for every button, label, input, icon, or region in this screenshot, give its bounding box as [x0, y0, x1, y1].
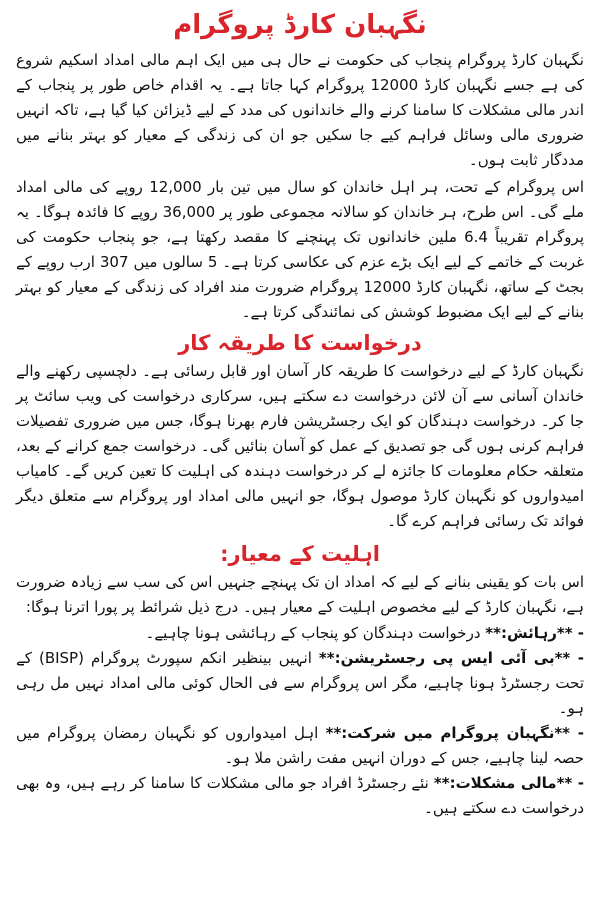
application-heading: درخواست کا طریقہ کار: [178, 331, 422, 355]
item-text: اہل امیدواروں کو نگہبان رمضان پروگرام میں حصہ لینا چاہیے، جس کے دوران انہیں مفت راشن ملا ہو۔: [16, 724, 584, 767]
eligibility-heading: اہلیت کے معیار:: [220, 542, 380, 566]
item-text: انہیں بینظیر انکم سپورٹ پروگرام (BISP) کے تحت رجسٹرڈ ہونا چاہیے، مگر اس پروگرام سے فی الحال کوئی مالی امداد نہیں مل رہی ہو۔: [16, 649, 584, 717]
eligibility-item: [16, 646, 584, 721]
eligibility-intro: اس بات کو یقینی بنانے کے لیے کہ امداد ان تک پہنچے جنہیں اس کی سب سے زیادہ ضرورت ہے، نگہبان کارڈ کے لیے مخصوص اہلیت کے معیار ہیں۔ درج ذیل شرائط پر پورا اترنا ہوگا:: [16, 573, 584, 616]
eligibility-item: [16, 721, 584, 771]
item-label: - **بی آئی ایس پی رجسٹریشن:**: [318, 649, 584, 667]
intro-paragraph-2: اس پروگرام کے تحت، ہر اہل خاندان کو سال میں تین بار 12,000 روپے کی مالی امداد ملے گی۔ اس طرح، ہر خاندان کو سالانہ مجموعی طور پر 36,000 روپے کا فائدہ ہوگا۔ یہ پروگرام تقریباً 6.4 ملین خاندانوں تک پہنچنے کا مقصد رکھتا ہے، جو پنجاب حکومت کی غربت کے خاتمے کے لیے ایک بڑے عزم کی عکاسی کرتا ہے۔ 5 سالوں میں 307 ارب روپے کے بجٹ کے ساتھ، نگہبان کارڈ 12000 پروگرام ضرورت مند افراد کی زندگی کے معیار کو بہتر بنانے کے لیے ایک مضبوط کوشش کی نمائندگی کرتا ہے۔: [16, 178, 585, 321]
eligibility-item: [16, 621, 584, 646]
item-label: - **نگہبان پروگرام میں شرکت:**: [325, 724, 584, 742]
item-text: نئے رجسٹرڈ افراد جو مالی مشکلات کا سامنا کر رہے ہیں، وہ بھی درخواست دے سکتے ہیں۔: [16, 774, 584, 817]
item-text: درخواست دہندگان کو پنجاب کے رہائشی ہونا چاہیے۔: [145, 624, 486, 642]
page-title: نگہبان کارڈ پروگرام: [173, 10, 427, 40]
item-label: - **مالی مشکلات:**: [433, 774, 584, 792]
eligibility-item: [16, 771, 584, 821]
intro-paragraph-1: نگہبان کارڈ پروگرام پنجاب کی حکومت نے حال ہی میں ایک اہم مالی امداد اسکیم شروع کی ہے جسے نگہبان کارڈ 12000 پروگرام کہا جاتا ہے۔ یہ اقدام خاص طور پر پنجاب کے اندر مالی مشکلات کا سامنا کرنے والے خاندانوں کی مدد کے لیے ڈیزائن کیا گیا ہے، تاکہ انہیں ضروری مالی وسائل فراہم کیے جا سکیں جو ان کی زندگی کے معیار کو بہتر بنانے میں مددگار ثابت ہوں۔: [16, 51, 585, 169]
item-label: - **رہائش:**: [485, 624, 584, 642]
application-paragraph: نگہبان کارڈ کے لیے درخواست کا طریقہ کار آسان اور قابل رسائی ہے۔ دلچسپی رکھنے والے خاندان آسانی سے آن لائن درخواست دے سکتے ہیں، سرکاری درخواست کی ویب سائٹ پر جا کر۔ درخواست دہندگان کو ایک رجسٹریشن فارم بھرنا ہوگا، جس میں ضروری تفصیلات فراہم کرنی ہوں گی جو تصدیق کے عمل کو آسان بنائیں گی۔ درخواست جمع کرانے کے بعد، متعلقہ حکام معلومات کا جائزہ لے کر درخواست دہندہ کی اہلیت کا تعین کریں گے۔ کامیاب امیدواروں کو نگہبان کارڈ موصول ہوگا، جو انہیں مالی امداد اور پروگرام سے متعلق دیگر فوائد تک رسائی فراہم کرے گا۔: [15, 362, 584, 530]
